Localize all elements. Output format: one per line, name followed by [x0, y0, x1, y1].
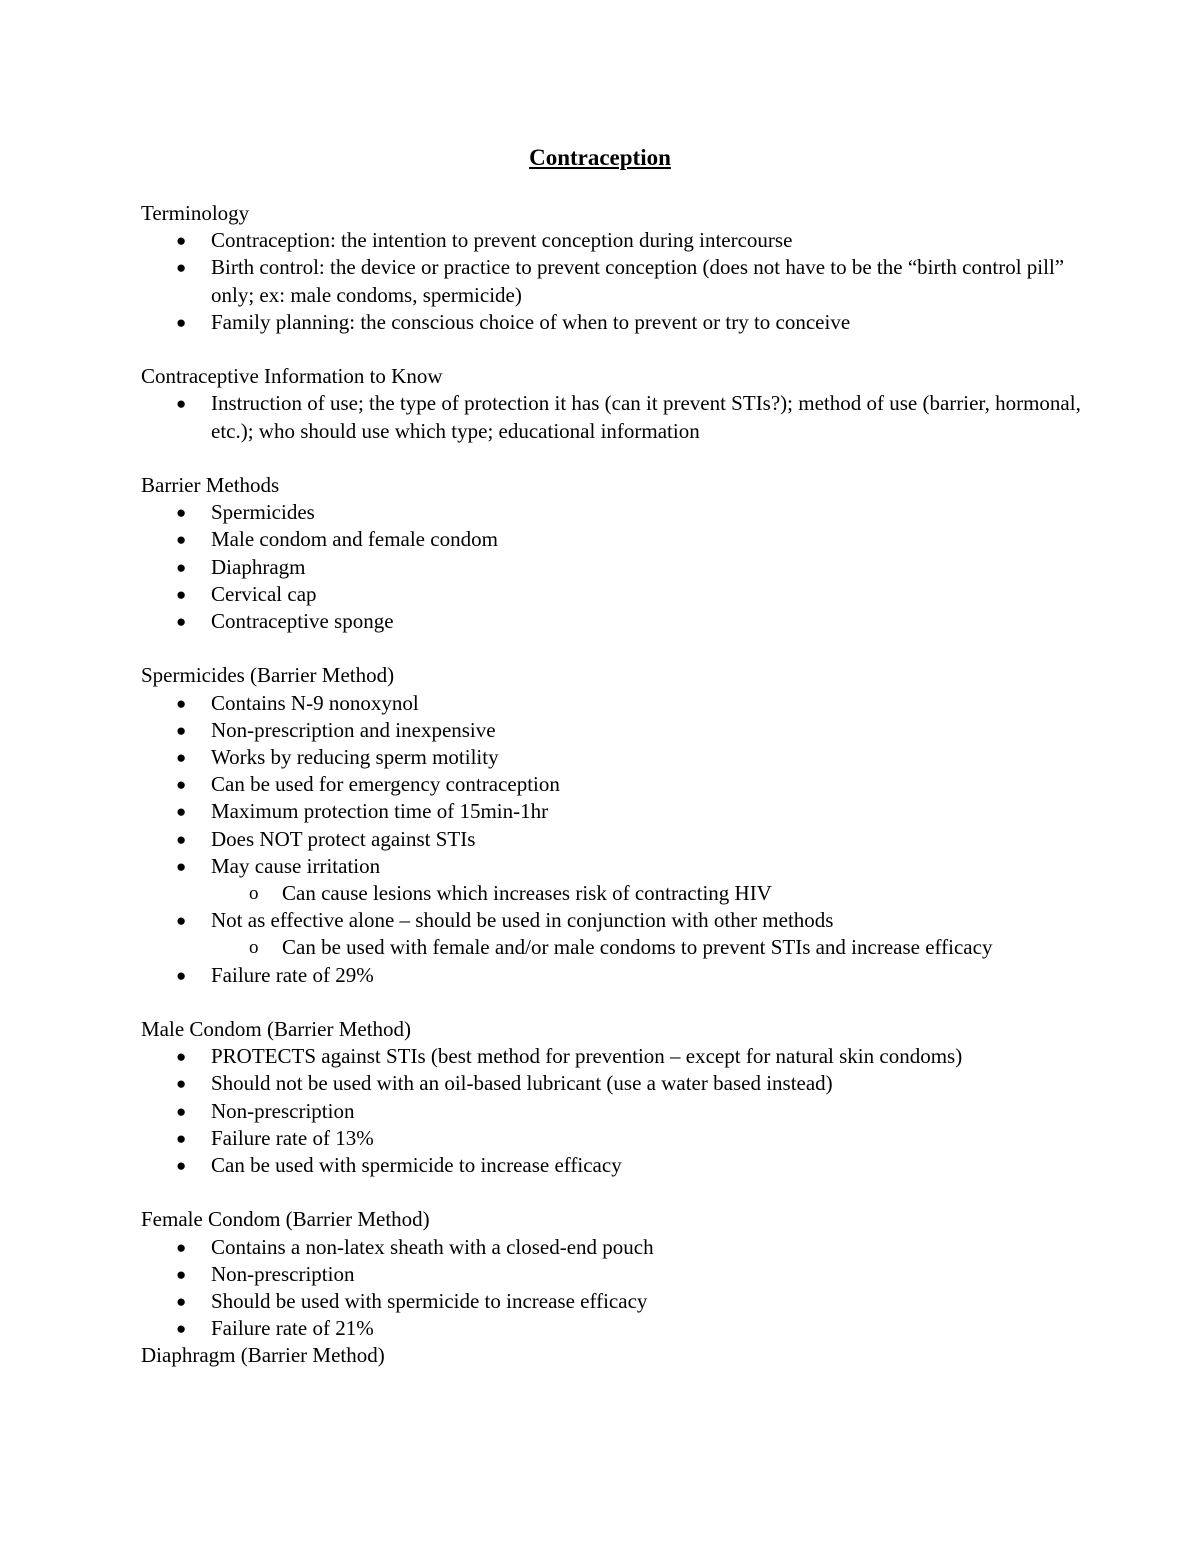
list-item [141, 608, 1081, 635]
sub-list-item-text: Can cause lesions which increases risk of contracting HIV [282, 881, 772, 906]
bullet-icon: ● [176, 312, 187, 332]
bullet-icon: ● [176, 802, 187, 822]
list-item-text: Instruction of use; the type of protection it has (can it prevent STIs?); method of use (barrier, hormonal, etc.); who should use which type; educational information [211, 391, 1081, 443]
list-item [141, 690, 1081, 717]
section-heading: Female Condom (Barrier Method) [141, 1207, 430, 1232]
bullet-icon: ● [176, 1237, 187, 1257]
list-item-text: Male condom and female condom [211, 527, 498, 552]
list-item [141, 1070, 1081, 1097]
sub-bullet-icon: o [249, 883, 259, 905]
list-item [141, 1261, 1081, 1288]
section [141, 472, 1081, 635]
list-item [141, 227, 1081, 254]
list-item [141, 1234, 1081, 1261]
bullet-list [141, 227, 1081, 336]
list-item-text: Maximum protection time of 15min-1hr [211, 799, 549, 824]
list-item [141, 1288, 1081, 1315]
list-item-text: Non-prescription [211, 1098, 355, 1123]
sub-bullet-icon: o [249, 937, 259, 959]
list-item [141, 1098, 1081, 1125]
list-item-text: Does NOT protect against STIs [211, 826, 476, 851]
list-item-text: Works by reducing sperm motility [211, 745, 499, 770]
bullet-icon: ● [176, 584, 187, 604]
bullet-list [141, 390, 1081, 444]
list-item [141, 853, 1081, 880]
list-item [141, 309, 1081, 336]
page-title: Contraception [529, 145, 671, 170]
bullet-icon: ● [176, 748, 187, 768]
section [141, 662, 1081, 988]
list-item [141, 254, 1081, 308]
list-item-text: Contains N-9 nonoxynol [211, 690, 419, 715]
bullet-icon: ● [176, 1074, 187, 1094]
list-item-text: Birth control: the device or practice to prevent conception (does not have to be the “birth control pill” only; ex: male condoms, spermicide) [211, 255, 1065, 307]
list-item [141, 798, 1081, 825]
list-item [141, 1152, 1081, 1179]
section-heading: Barrier Methods [141, 473, 280, 497]
list-item [141, 717, 1081, 744]
list-item [141, 499, 1081, 526]
list-item [141, 554, 1081, 581]
bullet-list [141, 1043, 1081, 1179]
section [141, 363, 1081, 445]
bullet-icon: ● [176, 829, 187, 849]
bullet-list [141, 499, 1081, 635]
section [141, 1206, 1081, 1342]
bullet-icon: ● [176, 775, 187, 795]
list-item-text: Spermicides [211, 500, 315, 525]
list-item-text: PROTECTS against STIs (best method for prevention – except for natural skin condoms) [211, 1044, 963, 1069]
document-body [141, 200, 1081, 1370]
sub-list-item [141, 880, 1081, 907]
list-item [141, 771, 1081, 798]
list-item-text: Contraceptive sponge [211, 609, 394, 634]
bullet-icon: ● [176, 1156, 187, 1176]
bullet-icon: ● [176, 394, 187, 414]
list-item-text: Failure rate of 21% [211, 1316, 374, 1341]
list-item-text: Should be used with spermicide to increase efficacy [211, 1289, 648, 1314]
list-item-text: May cause irritation [211, 853, 381, 878]
bullet-icon: ● [176, 856, 187, 876]
list-item-text: Failure rate of 13% [211, 1125, 374, 1150]
list-item-text: Diaphragm [211, 554, 306, 579]
bullet-icon: ● [176, 720, 187, 740]
bullet-icon: ● [176, 1319, 187, 1339]
list-item-text: Non-prescription and inexpensive [211, 717, 496, 742]
bullet-icon: ● [176, 1292, 187, 1312]
list-item [141, 1043, 1081, 1070]
list-item [141, 581, 1081, 608]
bullet-icon: ● [176, 693, 187, 713]
list-item-text: Contraception: the intention to prevent conception during intercourse [211, 228, 793, 253]
list-item [141, 744, 1081, 771]
section-heading: Contraceptive Information to Know [141, 364, 443, 389]
list-item [141, 907, 1081, 934]
section [141, 200, 1081, 336]
section [141, 1016, 1081, 1179]
bullet-icon: ● [176, 231, 187, 251]
bullet-icon: ● [176, 557, 187, 577]
sub-list-item [141, 934, 1081, 961]
bullet-icon: ● [176, 1047, 187, 1067]
list-item-text: Should not be used with an oil-based lubricant (use a water based instead) [211, 1071, 833, 1096]
list-item-text: Family planning: the conscious choice of when to prevent or try to conceive [211, 309, 851, 334]
bullet-icon: ● [176, 1128, 187, 1148]
list-item-text: Can be used for emergency contraception [211, 772, 560, 797]
list-item-text: Failure rate of 29% [211, 962, 374, 987]
bullet-icon: ● [176, 258, 187, 278]
section-heading: Male Condom (Barrier Method) [141, 1017, 412, 1042]
section [141, 1342, 1081, 1369]
list-item-text: Contains a non-latex sheath with a closed-end pouch [211, 1234, 654, 1259]
list-item [141, 826, 1081, 853]
list-item-text: Not as effective alone – should be used in conjunction with other methods [211, 908, 834, 933]
list-item [141, 962, 1081, 989]
section-heading: Terminology [141, 201, 250, 225]
bullet-icon: ● [176, 1101, 187, 1121]
list-item-text: Non-prescription [211, 1261, 355, 1286]
list-item [141, 390, 1081, 444]
list-item [141, 526, 1081, 553]
list-item [141, 1315, 1081, 1342]
bullet-list [141, 690, 1081, 989]
bullet-icon: ● [176, 612, 187, 632]
section-heading: Diaphragm (Barrier Method) [141, 1343, 385, 1368]
bullet-icon: ● [176, 965, 187, 985]
bullet-icon: ● [176, 1264, 187, 1284]
list-item [141, 1125, 1081, 1152]
bullet-icon: ● [176, 503, 187, 523]
bullet-list [141, 1234, 1081, 1343]
bullet-icon: ● [176, 530, 187, 550]
bullet-icon: ● [176, 911, 187, 931]
sub-list-item-text: Can be used with female and/or male condoms to prevent STIs and increase efficacy [282, 935, 993, 960]
section-heading: Spermicides (Barrier Method) [141, 663, 395, 688]
list-item-text: Can be used with spermicide to increase efficacy [211, 1153, 622, 1178]
list-item-text: Cervical cap [211, 581, 317, 606]
